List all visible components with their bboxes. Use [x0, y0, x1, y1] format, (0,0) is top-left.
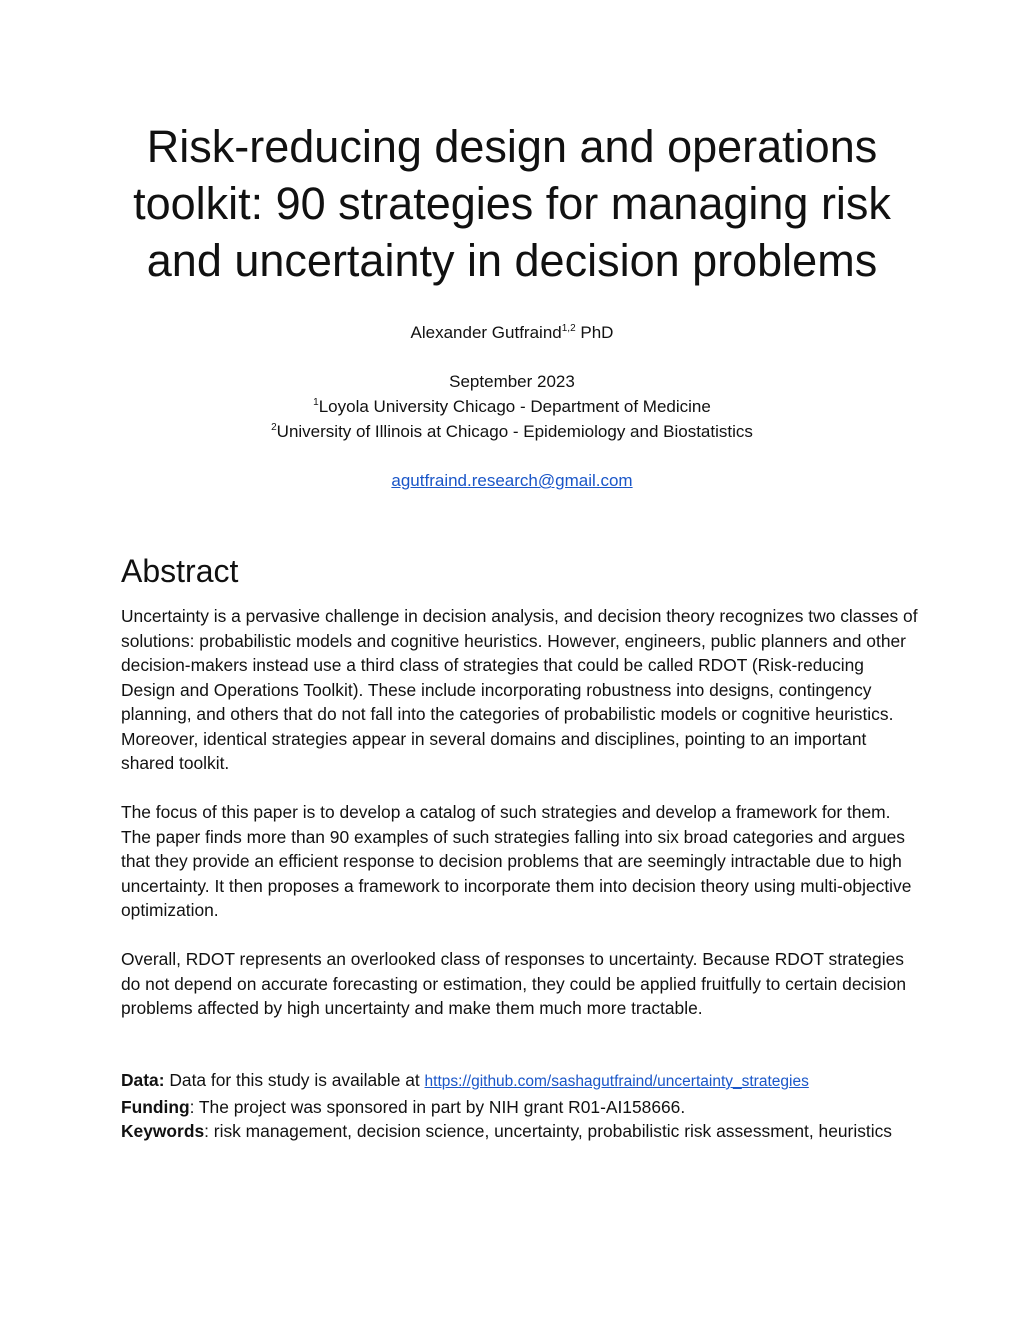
abstract-body: [121, 604, 921, 1045]
affiliation-mark: 1: [313, 397, 319, 408]
paper-title: [100, 118, 924, 289]
keywords-label: Keywords: [121, 1121, 205, 1141]
affiliation-2: [0, 421, 1024, 443]
title-line: toolkit: 90 strategies for managing risk: [133, 178, 891, 229]
affiliation-text: University of Illinois at Chicago - Epidemiology and Biostatistics: [276, 422, 753, 441]
email-link[interactable]: agutfraind.research@gmail.com: [391, 471, 633, 490]
keywords-statement: [121, 1119, 921, 1144]
data-label: Data:: [121, 1070, 165, 1090]
author-affil-marks: 1,2: [561, 323, 576, 334]
affiliation-mark: 2: [271, 422, 277, 433]
data-text: Data for this study is available at: [169, 1070, 420, 1090]
author-name: Alexander Gutfraind: [410, 323, 562, 342]
abstract-paragraph: The focus of this paper is to develop a catalog of such strategies and develop a framework for them. The paper finds more than 90 examples of such strategies falling into six broad categories and argues that they provide an efficient response to decision problems that are seemingly intractable due to high uncertainty. It then proposes a framework to incorporate them into decision theory using multi-objective optimization.: [121, 802, 912, 920]
funding-text: : The project was sponsored in part by NIH grant R01-AI158666.: [189, 1096, 686, 1117]
email-line: [0, 470, 1024, 492]
abstract-paragraph: Overall, RDOT represents an overlooked class of responses to uncertainty. Because RDOT strategies do not depend on accurate forecasting or estimation, they could be applied fruitfully to certain decision problems affected by high uncertainty and make them much more tractable.: [121, 949, 906, 1018]
data-statement: [121, 1068, 921, 1095]
funding-statement: [121, 1095, 921, 1120]
author-line: [0, 322, 1024, 344]
paper-metadata: [121, 1068, 921, 1144]
abstract-heading: Abstract: [121, 553, 239, 589]
publication-date: September 2023: [449, 372, 575, 391]
title-line: and uncertainty in decision problems: [146, 235, 878, 286]
affiliation-1: [0, 396, 1024, 418]
keywords-text: : risk management, decision science, uncertainty, probabilistic risk assessment, heuristics: [204, 1121, 892, 1141]
data-repository-link[interactable]: https://github.com/sashagutfraind/uncertainty_strategies: [424, 1073, 809, 1090]
abstract-paragraph: Uncertainty is a pervasive challenge in decision analysis, and decision theory recognizes two classes of solutions: probabilistic models and cognitive heuristics. However, engineers, public planners and other decision-makers instead use a third class of strategies that could be called RDOT (Risk-reducing Design and Operations Toolkit). These include incorporating robustness into designs, contingency planning, and others that do not fall into the categories of probabilistic models or cognitive heuristics. Moreover, identical strategies appear in several domains and disciplines, pointing to an important shared toolkit.: [121, 606, 918, 773]
author-degree: PhD: [580, 323, 614, 342]
affiliation-text: Loyola University Chicago - Department of Medicine: [318, 397, 711, 416]
funding-label: Funding: [121, 1096, 190, 1117]
title-line: Risk-reducing design and operations: [146, 121, 878, 172]
